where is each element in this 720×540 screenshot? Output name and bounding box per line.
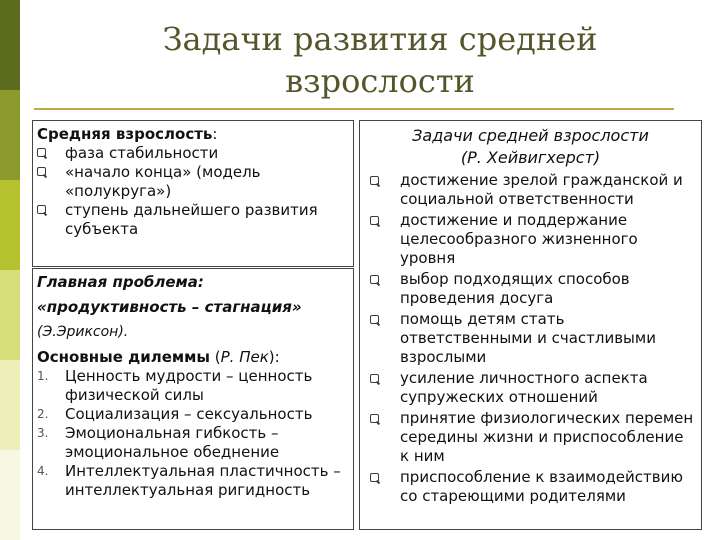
tasks-subheading: (Р. Хейвигхерст) — [460, 148, 601, 167]
list-item: выбор подходящих способов проведения досуга — [366, 270, 695, 308]
main-problem-heading: Главная проблема: — [37, 273, 204, 291]
list-item: ступень дальнейшего развития субъекта — [37, 201, 349, 239]
square-bullet-icon — [370, 275, 379, 284]
list-item: 3. Эмоциональная гибкость – эмоциональное обеднение — [37, 424, 280, 461]
list-item: усиление личностного аспекта супружеских отношений — [366, 369, 695, 407]
sidebar-block — [0, 0, 20, 90]
title-divider — [34, 108, 674, 110]
main-problem-text: «продуктивность – стагнация» — [37, 298, 302, 316]
square-bullet-icon — [37, 148, 46, 157]
sidebar-block — [0, 450, 20, 540]
list-item: 2. Социализация – сексуальность — [37, 405, 313, 423]
square-bullet-icon — [37, 205, 46, 214]
dilemmas-heading: Основные дилеммы (Р. Пек): — [37, 348, 280, 366]
main-problem-box — [32, 268, 354, 530]
square-bullet-icon — [370, 374, 379, 383]
list-item: фаза стабильности — [37, 144, 349, 163]
list-item: достижение зрелой гражданской и социальной ответственности — [366, 171, 695, 209]
list-item: 4. Интеллектуальная пластичность – интеллектуальная ригидность — [37, 462, 341, 499]
sidebar-block — [0, 270, 20, 360]
square-bullet-icon — [370, 473, 379, 482]
title-line-2: взрослости — [285, 62, 475, 100]
list-item: приспособление к взаимодействию со стареющими родителями — [366, 468, 695, 506]
sidebar-block — [0, 360, 20, 450]
decorative-sidebar — [0, 0, 20, 540]
square-bullet-icon — [370, 414, 379, 423]
square-bullet-icon — [370, 315, 379, 324]
square-bullet-icon — [370, 216, 379, 225]
tasks-list — [366, 171, 695, 506]
middle-adulthood-heading: Средняя взрослость: — [37, 125, 218, 143]
sidebar-block — [0, 90, 20, 180]
list-item: принятие физиологических перемен середины жизни и приспособление к ним — [366, 409, 695, 466]
list-item: 1. Ценность мудрости – ценность физической силы — [37, 367, 313, 404]
tasks-box — [359, 120, 702, 530]
page-title — [100, 18, 660, 102]
square-bullet-icon — [37, 167, 46, 176]
sidebar-block — [0, 180, 20, 270]
main-problem-source: (Э.Эриксон). — [37, 324, 129, 340]
square-bullet-icon — [370, 176, 379, 185]
middle-adulthood-box — [32, 120, 354, 267]
dilemmas-list — [37, 367, 349, 500]
list-item: «начало конца» (модель «полукруга») — [37, 163, 349, 201]
middle-adulthood-list — [37, 144, 349, 239]
title-line-1: Задачи развития средней — [162, 20, 598, 58]
list-item: помощь детям стать ответственными и счастливыми взрослыми — [366, 310, 695, 367]
tasks-heading: Задачи средней взрослости — [412, 126, 649, 145]
list-item: достижение и поддержание целесообразного жизненного уровня — [366, 211, 695, 268]
